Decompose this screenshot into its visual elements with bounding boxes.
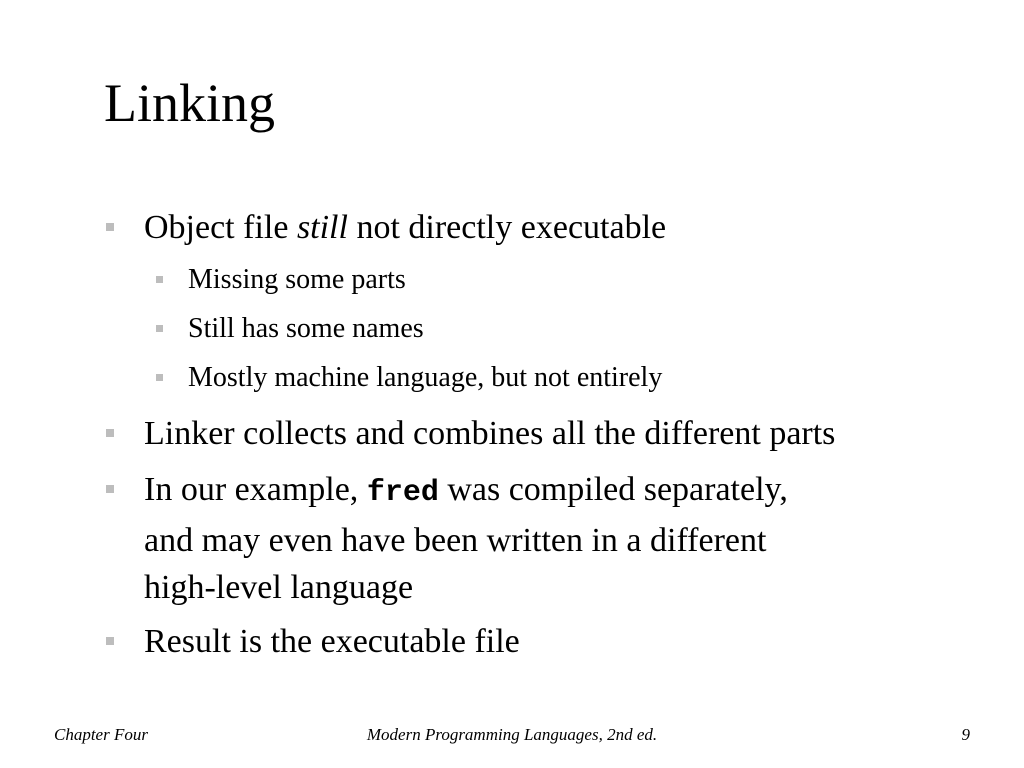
bullet-text: Linker collects and combines all the different parts [144,415,836,452]
bullet-marker-icon [106,223,114,231]
bullet-text-part: In our example, [144,471,367,508]
slide-title: Linking [104,73,275,133]
bullet-text-part: not directly executable [347,209,667,246]
bullet-emphasis: still [296,209,348,246]
bullet-text [144,466,964,611]
footer-chapter: Chapter Four [54,725,148,744]
sub-bullet-marker-icon [156,325,163,332]
bullet-line: and may even have been written in a different [144,522,767,559]
code-identifier: fred [366,476,439,510]
footer-page-number: 9 [961,725,970,744]
bullet-line [144,466,964,517]
footer-book-title: Modern Programming Languages, 2nd ed. [366,725,658,744]
bullet-text-part: Object file [144,209,297,246]
sub-bullet-text: Mostly machine language, but not entirely [188,362,663,393]
sub-bullet-text: Still has some names [188,313,424,344]
bullet-text-part: was compiled separately, [438,471,788,508]
sub-bullet-marker-icon [156,276,163,283]
sub-bullet-marker-icon [156,374,163,381]
sub-bullet-text: Missing some parts [188,264,406,295]
bullet-text [144,204,964,251]
bullet-marker-icon [106,485,114,493]
bullet-marker-icon [106,637,114,645]
bullet-line: high-level language [144,569,414,606]
bullet-marker-icon [106,429,114,437]
bullet-text: Result is the executable file [144,623,520,660]
